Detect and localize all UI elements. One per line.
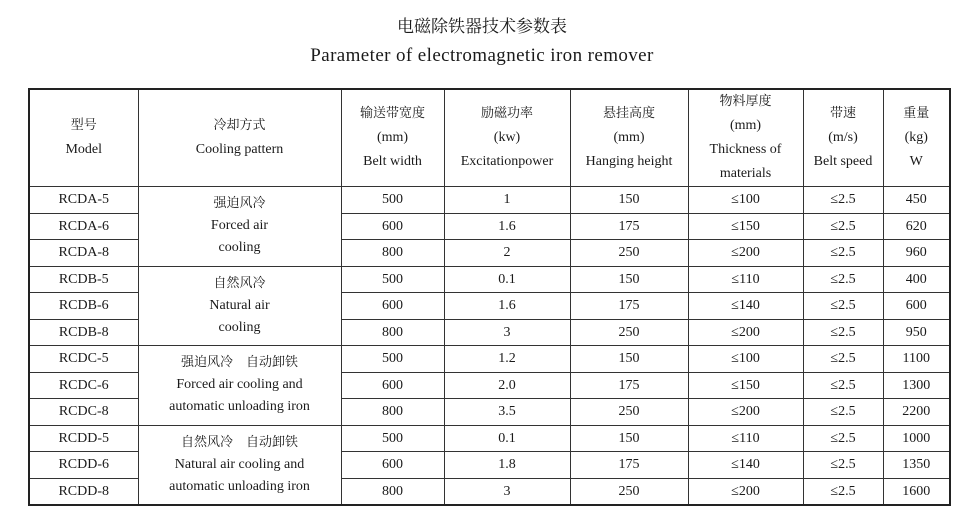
value-cell: 500 xyxy=(341,346,444,373)
cooling-pattern-line: Forced air cooling and xyxy=(176,377,303,393)
value-cell: 250 xyxy=(570,478,688,505)
value-cell: 250 xyxy=(570,319,688,346)
table-row xyxy=(29,266,950,293)
cooling-pattern-line: Natural air cooling and xyxy=(174,456,305,472)
value-cell: 1.6 xyxy=(444,213,570,240)
cooling-pattern-line: cooling xyxy=(218,240,261,256)
column-header-line: (mm) xyxy=(729,118,762,133)
value-cell: 800 xyxy=(341,478,444,505)
value-cell: 175 xyxy=(570,372,688,399)
cooling-pattern-line: 强迫风冷 自动卸铁 xyxy=(180,355,298,371)
cooling-pattern-line: automatic unloading iron xyxy=(169,478,310,494)
value-cell: 600 xyxy=(341,293,444,320)
value-cell: 1.2 xyxy=(444,346,570,373)
value-cell: 400 xyxy=(883,266,950,293)
value-cell: 600 xyxy=(341,372,444,399)
column-header xyxy=(570,89,688,187)
page-title-english: Parameter of electromagnetic iron remover xyxy=(310,45,654,66)
column-header-line: Belt width xyxy=(363,154,422,169)
model-cell: RCDA-8 xyxy=(29,240,138,267)
value-cell: 0.1 xyxy=(444,425,570,452)
value-cell: ≤2.5 xyxy=(803,346,883,373)
page-title-chinese: 电磁除铁器技术参数表 xyxy=(397,17,567,37)
value-cell: 950 xyxy=(883,319,950,346)
value-cell: ≤200 xyxy=(688,240,803,267)
value-cell: 500 xyxy=(341,266,444,293)
model-cell: RCDC-8 xyxy=(29,399,138,426)
value-cell: ≤2.5 xyxy=(803,293,883,320)
column-header xyxy=(688,89,803,187)
value-cell: 800 xyxy=(341,240,444,267)
column-header-line: (kg) xyxy=(904,130,928,145)
model-cell: RCDB-5 xyxy=(29,266,138,293)
cooling-pattern-cell xyxy=(138,266,341,346)
value-cell: 1100 xyxy=(883,346,950,373)
cooling-pattern-cell xyxy=(138,346,341,426)
parameter-table xyxy=(28,88,951,506)
value-cell: 150 xyxy=(570,346,688,373)
value-cell: ≤200 xyxy=(688,399,803,426)
value-cell: 1600 xyxy=(883,478,950,505)
column-header-line: Excitationpower xyxy=(460,154,554,169)
cooling-pattern-line: Forced air xyxy=(210,218,269,234)
value-cell: 2200 xyxy=(883,399,950,426)
column-header-line: (kw) xyxy=(493,130,521,145)
column-header-line: 冷却方式 xyxy=(213,118,266,133)
value-cell: 250 xyxy=(570,240,688,267)
column-header-line: (mm) xyxy=(376,130,409,145)
model-cell: RCDD-5 xyxy=(29,425,138,452)
value-cell: ≤2.5 xyxy=(803,399,883,426)
column-header-line: Thickness of xyxy=(709,142,782,157)
cooling-pattern-line: 自然风冷 xyxy=(213,275,266,291)
column-header xyxy=(803,89,883,187)
value-cell: 150 xyxy=(570,266,688,293)
value-cell: 600 xyxy=(883,293,950,320)
column-header-line: 物料厚度 xyxy=(719,94,772,109)
cooling-pattern-cell xyxy=(138,425,341,505)
column-header-line: Belt speed xyxy=(813,154,873,169)
value-cell: 175 xyxy=(570,293,688,320)
column-header-line: materials xyxy=(719,166,772,181)
table-row xyxy=(29,346,950,373)
value-cell: 2.0 xyxy=(444,372,570,399)
value-cell: ≤150 xyxy=(688,372,803,399)
value-cell: 2 xyxy=(444,240,570,267)
table-row xyxy=(29,187,950,214)
value-cell: 600 xyxy=(341,213,444,240)
value-cell: 175 xyxy=(570,452,688,479)
value-cell: 620 xyxy=(883,213,950,240)
value-cell: 450 xyxy=(883,187,950,214)
column-header xyxy=(138,89,341,187)
value-cell: 3.5 xyxy=(444,399,570,426)
value-cell: 175 xyxy=(570,213,688,240)
value-cell: 500 xyxy=(341,425,444,452)
value-cell: 800 xyxy=(341,319,444,346)
value-cell: 1 xyxy=(444,187,570,214)
column-header-line: Cooling pattern xyxy=(195,142,284,157)
cooling-pattern-cell xyxy=(138,187,341,267)
value-cell: ≤2.5 xyxy=(803,452,883,479)
value-cell: 150 xyxy=(570,187,688,214)
value-cell: ≤140 xyxy=(688,293,803,320)
value-cell: ≤200 xyxy=(688,319,803,346)
column-header-line: (mm) xyxy=(613,130,645,145)
column-header xyxy=(883,89,950,187)
value-cell: 1350 xyxy=(883,452,950,479)
column-header-line: 型号 xyxy=(70,118,97,133)
value-cell: ≤150 xyxy=(688,213,803,240)
value-cell: ≤140 xyxy=(688,452,803,479)
value-cell: 800 xyxy=(341,399,444,426)
value-cell: 1.8 xyxy=(444,452,570,479)
column-header-line: Model xyxy=(65,142,103,157)
column-header-line: (m/s) xyxy=(828,130,858,145)
cooling-pattern-line: 自然风冷 自动卸铁 xyxy=(180,434,298,450)
table-header-row xyxy=(29,89,950,187)
model-cell: RCDA-5 xyxy=(29,187,138,214)
model-cell: RCDC-5 xyxy=(29,346,138,373)
value-cell: 3 xyxy=(444,478,570,505)
value-cell: ≤2.5 xyxy=(803,240,883,267)
value-cell: 150 xyxy=(570,425,688,452)
value-cell: 1.6 xyxy=(444,293,570,320)
cooling-pattern-line: 强迫风冷 xyxy=(213,196,266,212)
value-cell: 500 xyxy=(341,187,444,214)
column-header-line: 重量 xyxy=(903,106,930,121)
value-cell: ≤110 xyxy=(688,266,803,293)
model-cell: RCDC-6 xyxy=(29,372,138,399)
model-cell: RCDB-6 xyxy=(29,293,138,320)
cooling-pattern-line: cooling xyxy=(218,319,261,335)
value-cell: ≤100 xyxy=(688,346,803,373)
column-header-line: 带速 xyxy=(829,106,856,121)
value-cell: ≤100 xyxy=(688,187,803,214)
value-cell: 1000 xyxy=(883,425,950,452)
value-cell: 600 xyxy=(341,452,444,479)
column-header xyxy=(29,89,138,187)
column-header xyxy=(341,89,444,187)
value-cell: ≤2.5 xyxy=(803,372,883,399)
value-cell: ≤110 xyxy=(688,425,803,452)
column-header-line: 悬挂高度 xyxy=(602,106,655,121)
cooling-pattern-line: Natural air xyxy=(209,297,270,313)
table-row xyxy=(29,425,950,452)
value-cell: 0.1 xyxy=(444,266,570,293)
table-body xyxy=(29,187,950,506)
value-cell: 1300 xyxy=(883,372,950,399)
model-cell: RCDB-8 xyxy=(29,319,138,346)
value-cell: ≤2.5 xyxy=(803,319,883,346)
column-header-line: W xyxy=(909,154,923,169)
value-cell: 960 xyxy=(883,240,950,267)
value-cell: ≤2.5 xyxy=(803,425,883,452)
value-cell: 3 xyxy=(444,319,570,346)
column-header xyxy=(444,89,570,187)
column-header-line: 输送带宽度 xyxy=(359,106,425,121)
value-cell: ≤2.5 xyxy=(803,266,883,293)
value-cell: ≤2.5 xyxy=(803,187,883,214)
value-cell: ≤200 xyxy=(688,478,803,505)
model-cell: RCDD-6 xyxy=(29,452,138,479)
value-cell: ≤2.5 xyxy=(803,478,883,505)
cooling-pattern-line: automatic unloading iron xyxy=(169,399,310,415)
value-cell: 250 xyxy=(570,399,688,426)
value-cell: ≤2.5 xyxy=(803,213,883,240)
model-cell: RCDD-8 xyxy=(29,478,138,505)
column-header-line: Hanging height xyxy=(585,154,673,169)
model-cell: RCDA-6 xyxy=(29,213,138,240)
column-header-line: 励磁功率 xyxy=(480,106,533,121)
